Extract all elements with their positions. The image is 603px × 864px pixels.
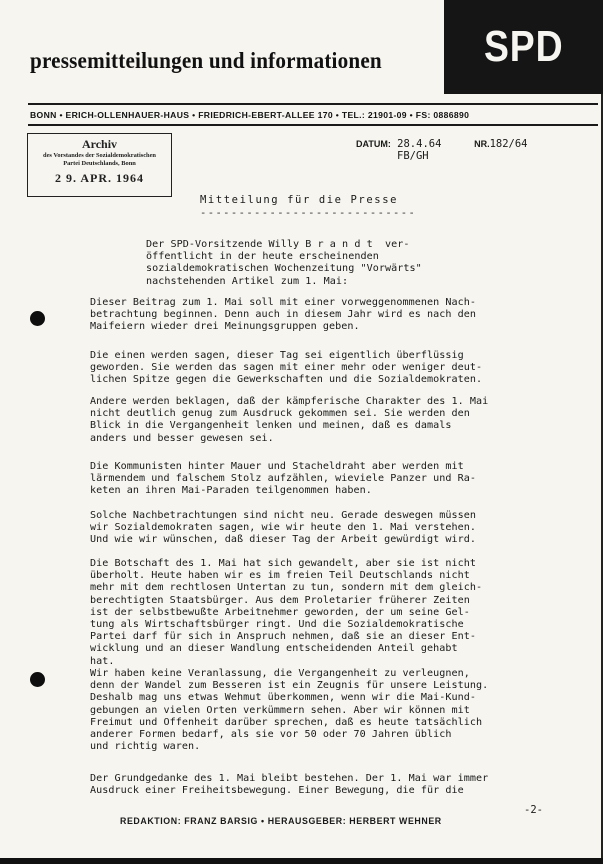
paragraph-3: Andere werden beklagen, daß der kämpferische Charakter des 1. Mai nicht deutlich genug zum Ausdruck gekommen sei. Sie werden den Blick in die Vergangenheit lenken und meinen, daß es damals anders und besser gewesen sei. xyxy=(90,396,489,444)
punch-hole-bottom xyxy=(30,672,45,687)
paragraph-5: Solche Nachbetrachtungen sind nicht neu. Gerade deswegen müssen wir Sozialdemokraten sagen, wie wir heute den 1. Mai verstehen. Und wie wir wünschen, daß dieser Tag der Arbeit gewürdigt wird. xyxy=(90,510,476,546)
punch-hole-top xyxy=(30,311,45,326)
datum-value: 28.4.64 xyxy=(397,138,442,150)
stamp-title: Archiv xyxy=(81,137,118,151)
masthead-title: pressemitteilungen und informationen xyxy=(30,48,382,73)
archive-stamp xyxy=(27,133,172,197)
paragraph-8: Der Grundgedanke des 1. Mai bleibt bestehen. Der 1. Mai war immer Ausdruck einer Freiheitsbewegung. Einer Bewegung, die für die xyxy=(90,773,489,797)
intro-paragraph: Der SPD-Vorsitzende Willy B r a n d t ver- öffentlicht in der heute erscheinenden sozialdemokratischen Wochenzeitung "Vorwärts" nachstehenden Artikel zum 1. Mai: xyxy=(146,239,422,287)
stamp-line-1: des Vorstandes der Sozialdemokratischen xyxy=(43,152,156,159)
masthead-rule-top xyxy=(28,103,598,105)
spd-logo xyxy=(444,0,603,94)
paragraph-7: Wir haben keine Veranlassung, die Vergangenheit zu verleugnen, denn der Wandel zum Besseren ist ein Zeugnis für unsere Leistung. Deshalb mag uns etwas Wehmut überkommen, wenn wir die Mai-Kund- gebungen an vielen Orten verkümmern sehen. Aber wir können mit Freimut und Offenheit darüber sprechen, daß es heute tatsächlich anderer Formen bedarf, als sie vor 50 oder 70 Jahren üblich und richtig waren. xyxy=(90,668,489,753)
datum-label: DATUM: xyxy=(356,139,391,149)
stamp-line-2: Partei Deutschlands, Bonn xyxy=(63,160,136,167)
paragraph-6: Die Botschaft des 1. Mai hat sich gewandelt, aber sie ist nicht überholt. Heute haben wir es im freien Teil Deutschlands nicht mehr mit dem rechtlosen Untertan zu tun, sondern mit dem gleich- berechtigten Staatsbürger. Aus dem Proletarier früherer Zeiten ist der selbstbewußte Arbeitnehmer geworden, der um seine Gel- tung als Wirtschaftsbürger ringt. Und die Sozialdemokratische Partei darf für sich in Anspruch nehmen, daß sie an dieser Ent- wicklung und an dieser Wandlung entscheidenden Anteil gehabt hat. xyxy=(90,558,483,667)
press-heading-underline: ---------------------------- xyxy=(200,207,417,219)
stamp-date: 2 9. APR. 1964 xyxy=(55,171,144,185)
paragraph-2: Die einen werden sagen, dieser Tag sei eigentlich überflüssig geworden. Sie werden das sagen mit einer mehr oder weniger deut- lichen Spitze gegen die Gewerkschaften und die Sozialdemokraten. xyxy=(90,350,483,386)
nr-label: NR. xyxy=(474,139,490,149)
masthead-address: BONN • ERICH-OLLENHAUER-HAUS • FRIEDRICH-EBERT-ALLEE 170 • TEL.: 21901-09 • FS: 0886890 xyxy=(30,110,470,120)
nr-value: 182/64 xyxy=(489,138,528,150)
masthead-rule-bottom xyxy=(28,124,598,126)
paragraph-4: Die Kommunisten hinter Mauer und Stacheldraht aber werden mit lärmendem und falschem Stolz aufzählen, wieviele Panzer und Ra- keten an ihren Mai-Paraden teilgenommen haben. xyxy=(90,461,476,497)
spd-logo-text: SPD xyxy=(483,22,564,71)
paragraph-1: Dieser Beitrag zum 1. Mai soll mit einer vorweggenommenen Nach- betrachtung beginnen. Denn auch in diesem Jahr wird es nach den Maifeiern wieder drei Meinungsgruppen geben. xyxy=(90,297,476,333)
author-initials: FB/GH xyxy=(397,150,429,162)
press-heading: Mitteilung für die Presse xyxy=(200,194,399,206)
page-number: -2- xyxy=(524,804,543,816)
footer-credits: REDAKTION: FRANZ BARSIG • HERAUSGEBER: HERBERT WEHNER xyxy=(120,816,442,826)
date-number-line xyxy=(356,138,528,150)
scan-bottom-edge xyxy=(0,858,603,864)
